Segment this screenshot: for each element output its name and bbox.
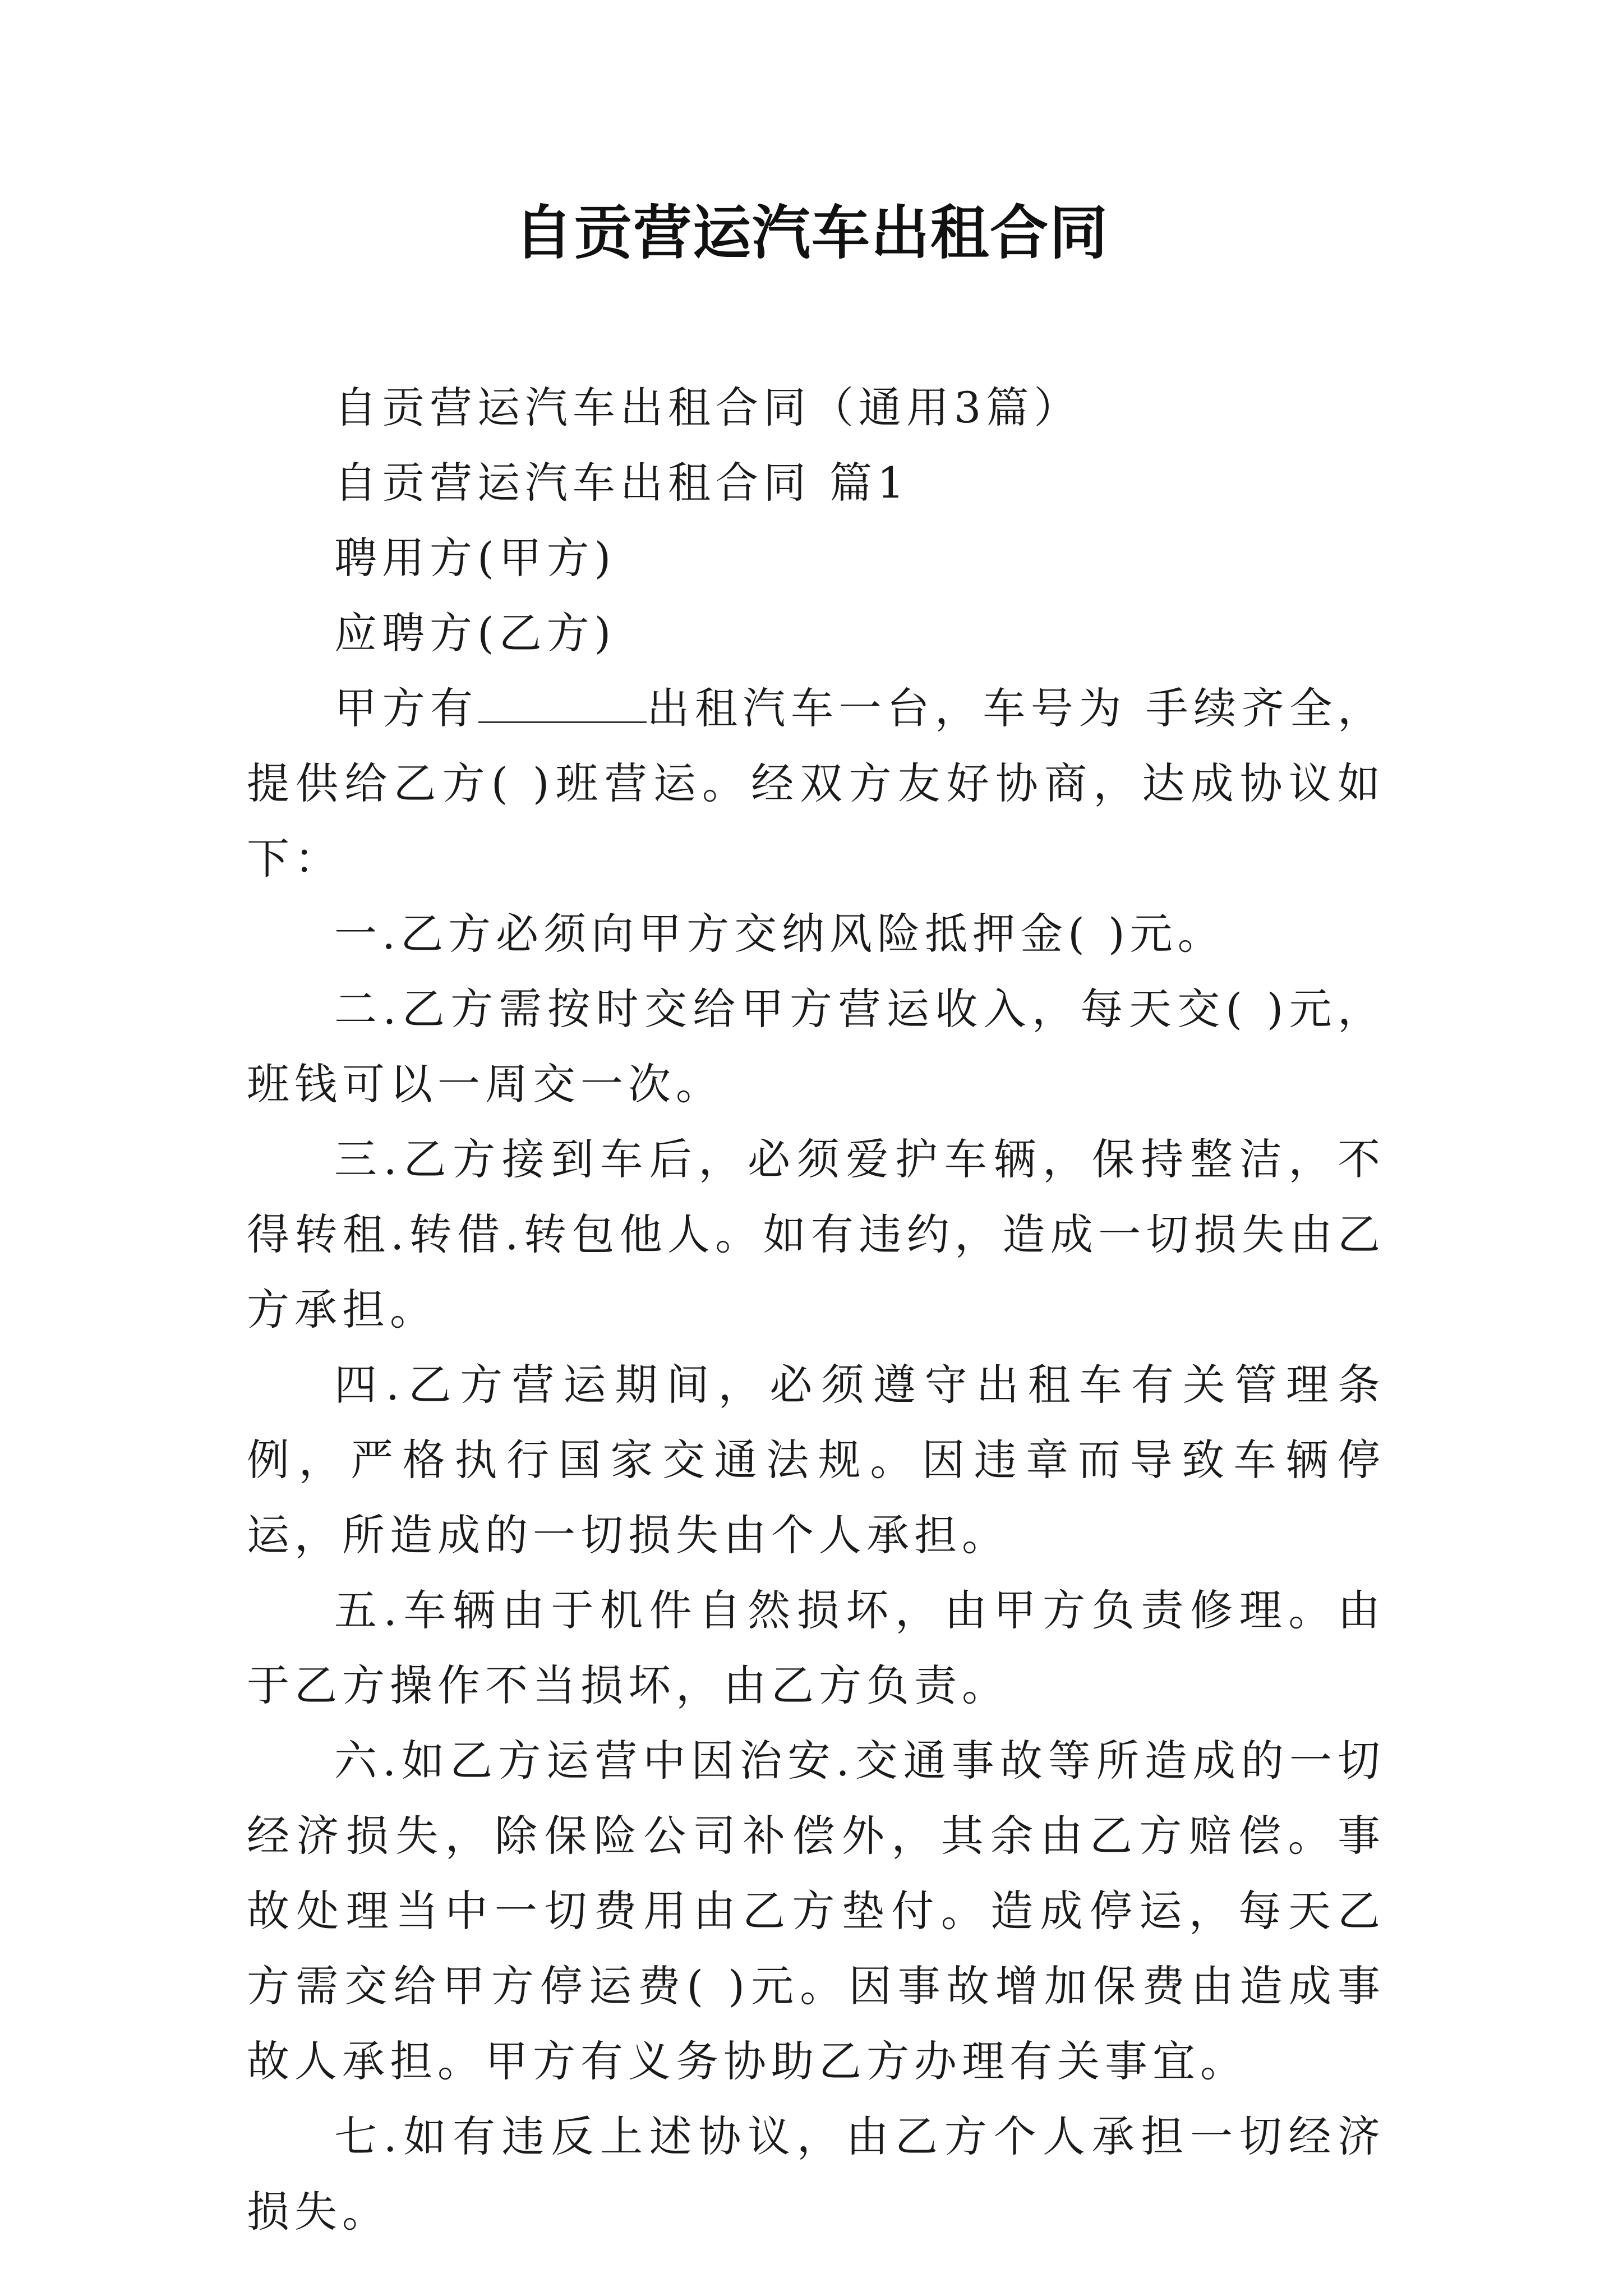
paragraph-subtitle: 自贡营运汽车出租合同（通用3篇） (334, 383, 1082, 432)
document-body (247, 370, 1385, 2249)
paragraph-intro (247, 671, 1385, 896)
clause-6: 六.如乙方运营中因治安.交通事故等所造成的一切经济损失，除保险公司补偿外，其余由乙方赔偿。事故处理当中一切费用由乙方垫付。造成停运，每天乙方需交给甲方停运费( )元。因事故增加保费由造成事故人承担。甲方有义务协助乙方办理有关事宜。 (247, 1736, 1385, 2086)
intro-text-after-blank: 出租汽车一台，车号为 手续齐全，提供给乙方( )班营运。经双方友好协商，达成协议如下： (247, 683, 1385, 884)
paragraph-section-heading: 自贡营运汽车出租合同 篇1 (334, 458, 910, 508)
intro-text-before-blank: 甲方有 (334, 683, 478, 733)
clause-5: 五.车辆由于机件自然损坏，由甲方负责修理。由于乙方操作不当损坏，由乙方负责。 (247, 1585, 1385, 1710)
clause-7: 七.如有违反上述协议，由乙方个人承担一切经济损失。 (247, 2111, 1385, 2237)
clause-4: 四.乙方营运期间，必须遵守出租车有关管理条例，严格执行国家交通法规。因违章而导致车辆停运，所造成的一切损失由个人承担。 (247, 1360, 1385, 1560)
fill-in-blank (478, 688, 647, 723)
paragraph-applicant: 应聘方(乙方) (334, 608, 616, 658)
document-title: 自贡营运汽车出租合同 (514, 198, 1109, 267)
clause-2: 二.乙方需按时交给甲方营运收入，每天交( )元，班钱可以一周交一次。 (247, 984, 1385, 1109)
clause-3: 三.乙方接到车后，必须爱护车辆，保持整洁，不得转租.转借.转包他人。如有违约，造成一切损失由乙方承担。 (247, 1134, 1385, 1335)
clause-1: 一.乙方必须向甲方交纳风险抵押金( )元。 (334, 909, 1225, 959)
paragraph-employer: 聘用方(甲方) (334, 533, 616, 583)
